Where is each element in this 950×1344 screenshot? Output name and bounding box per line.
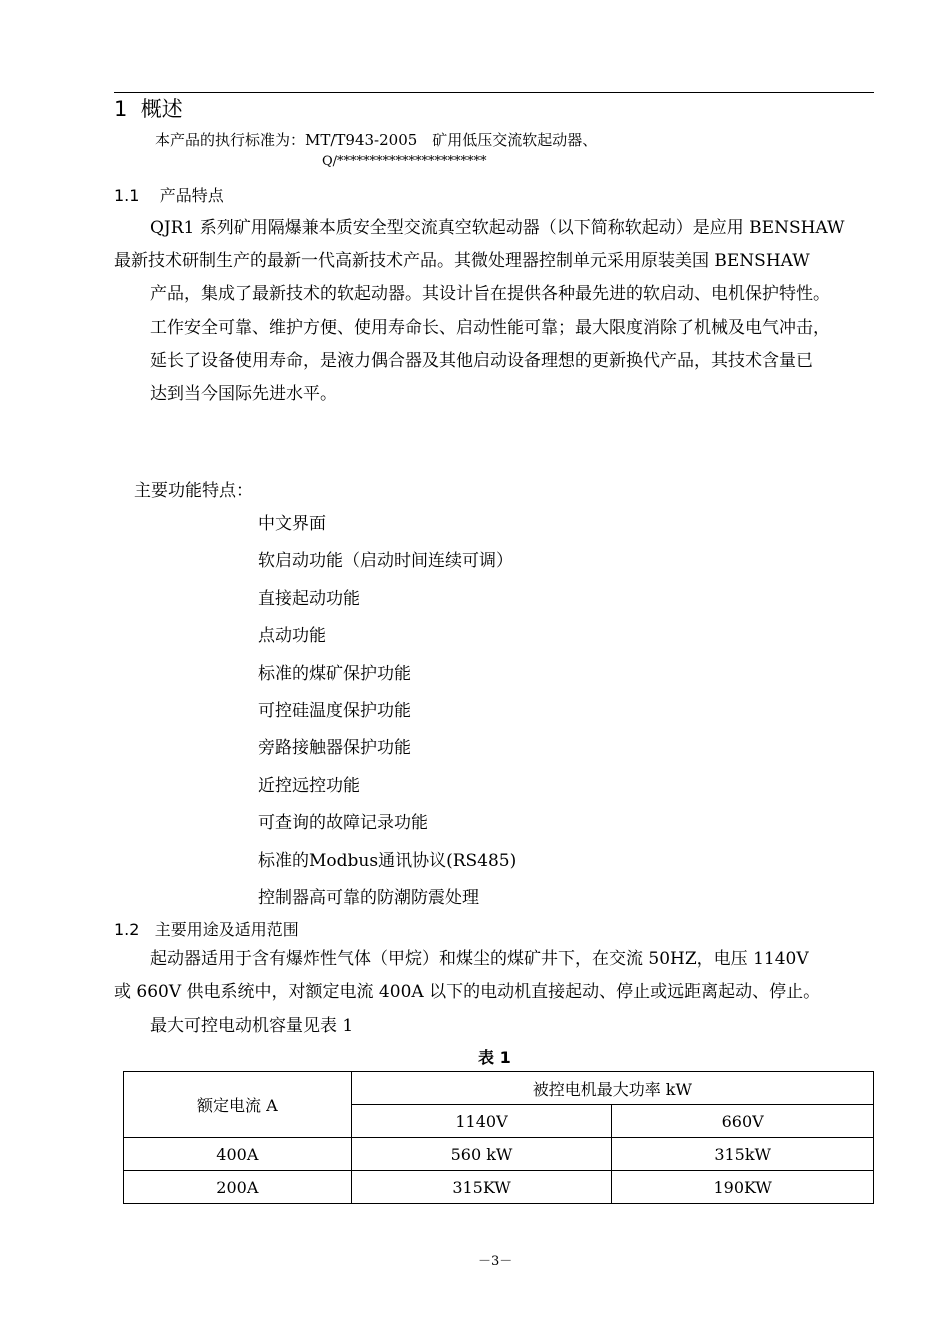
feature-item: 可查询的故障记录功能 — [258, 813, 428, 834]
feature-item: 旁路接触器保护功能 — [258, 738, 411, 759]
standard-line-1: 本产品的执行标准为：MT/T943-2005 矿用低压交流软起动器、 — [155, 131, 598, 149]
header-power: 被控电机最大功率 kW — [351, 1072, 873, 1105]
feature-item: 点动功能 — [258, 626, 326, 647]
motor-capacity-table — [123, 1071, 874, 1204]
section-title: 产品特点 — [159, 186, 224, 205]
standard-line-2: Q/*********************** — [322, 154, 487, 169]
feature-item: 可控硅温度保护功能 — [258, 700, 411, 721]
header-1140v: 1140V — [351, 1105, 612, 1138]
table-intro: 最大可控电动机容量见表 1 — [150, 1016, 354, 1036]
paragraph-line: 达到当今国际先进水平。 — [150, 384, 337, 405]
section-heading-1-2 — [114, 917, 299, 940]
cell-current: 200A — [124, 1171, 352, 1204]
header-current: 额定电流 A — [124, 1072, 352, 1138]
features-label: 主要功能特点： — [134, 481, 253, 501]
section-number: 1.1 — [114, 186, 140, 205]
chapter-heading — [114, 93, 183, 123]
table-header-row — [124, 1072, 874, 1105]
paragraph-line: QJR1 系列矿用隔爆兼本质安全型交流真空软起动器（以下简称软起动）是应用 BENSHAW — [150, 218, 845, 238]
feature-item: 软启动功能（启动时间连续可调） — [258, 551, 513, 572]
section-title: 主要用途及适用范围 — [154, 920, 299, 939]
product-features-paragraph — [114, 212, 874, 411]
section-number: 1.2 — [114, 920, 140, 939]
table-row — [124, 1138, 874, 1171]
cell-power-1140: 315KW — [351, 1171, 612, 1204]
paragraph-line: 或 660V 供电系统中，对额定电流 400A 以下的电动机直接起动、停止或远距离起动、停止。 — [114, 982, 821, 1003]
paragraph-line: 产品，集成了最新技术的软起动器。其设计旨在提供各种最先进的软启动、电机保护特性。 — [150, 284, 830, 305]
cell-power-660: 190KW — [612, 1171, 874, 1204]
feature-item: 标准的煤矿保护功能 — [258, 663, 411, 684]
section-heading-1-1 — [114, 183, 224, 206]
feature-list — [258, 506, 516, 917]
page-number: －3－ — [478, 1254, 513, 1269]
feature-item: 直接起动功能 — [258, 588, 360, 609]
feature-item: 控制器高可靠的防潮防震处理 — [258, 887, 479, 908]
header-660v: 660V — [612, 1105, 874, 1138]
chapter-title: 概述 — [140, 97, 183, 121]
header-rule — [114, 92, 874, 93]
paragraph-line: 起动器适用于含有爆炸性气体（甲烷）和煤尘的煤矿井下，在交流 50HZ，电压 1140V — [150, 949, 809, 969]
cell-power-1140: 560 kW — [351, 1138, 612, 1171]
feature-item: 标准的Modbus通讯协议(RS485) — [258, 850, 517, 871]
paragraph-line: 最新技术研制生产的最新一代高新技术产品。其微处理器控制单元采用原装美国 BENSHAW — [114, 251, 810, 272]
usage-paragraph — [114, 943, 874, 1009]
paragraph-line: 工作安全可靠、维护方便、使用寿命长、启动性能可靠；最大限度消除了机械及电气冲击， — [150, 317, 830, 338]
chapter-number: 1 — [114, 97, 128, 121]
table-caption: 表 1 — [478, 1048, 511, 1067]
feature-item: 近控远控功能 — [258, 775, 360, 796]
feature-item: 中文界面 — [258, 514, 326, 534]
paragraph-line: 延长了设备使用寿命，是液力偶合器及其他启动设备理想的更新换代产品，其技术含量已 — [150, 350, 813, 371]
cell-current: 400A — [124, 1138, 352, 1171]
table-row — [124, 1171, 874, 1204]
cell-power-660: 315kW — [612, 1138, 874, 1171]
